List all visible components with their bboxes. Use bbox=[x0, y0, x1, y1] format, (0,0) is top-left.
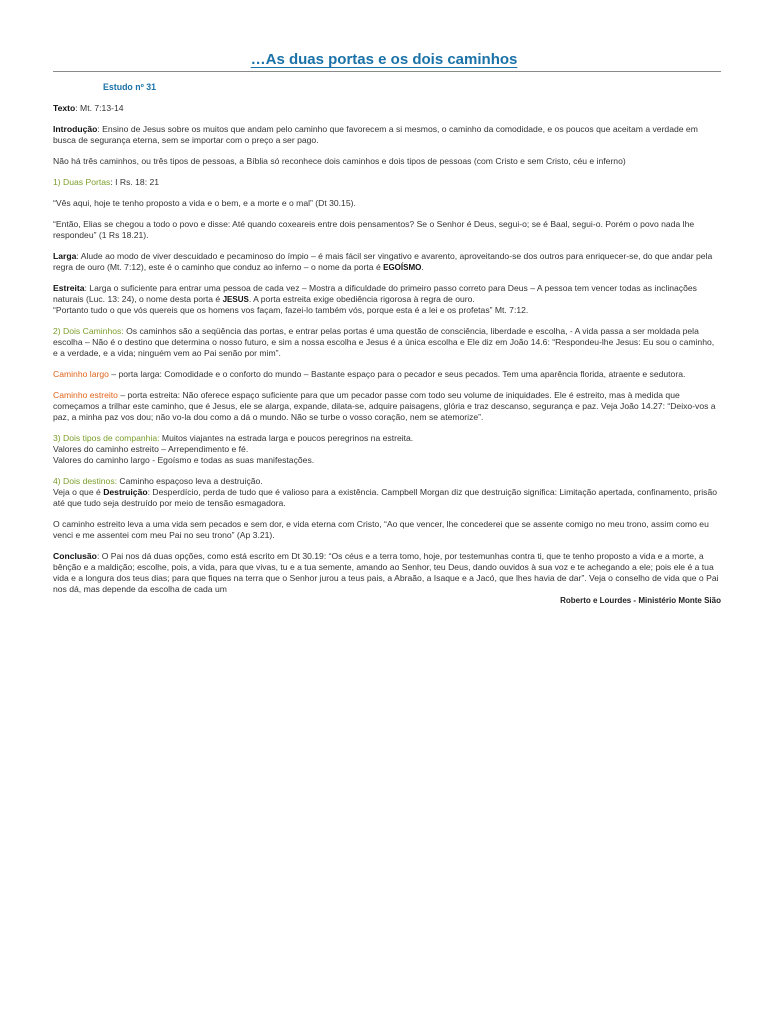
dois-caminhos-paragraph bbox=[53, 326, 721, 359]
golden-rule-quote: “Portanto tudo o que vós quereis que os homens vos façam, fazei-lo também vós, porque esta é a lei e os profetas” Mt. 7:12. bbox=[53, 305, 529, 315]
estreita-text: : Larga o suficiente para entrar uma pessoa de cada vez – Mostra a dificuldade do primeiro passo correto para Deus – A pessoa tem vencer todas as inclinações naturais (Luc. 13: 24), o nome desta porta é bbox=[53, 283, 697, 304]
caminho-largo-paragraph bbox=[53, 369, 721, 380]
caminho-estreito-text: – porta estreita: Não oferece espaço suficiente para que um pecador passe com todo seu volume de iniquidades. Ele é estreito, mas à medida que começamos a trilhar este caminho, que é Jesus, ele se alarga, expande, dilata-se, adquire paisagens, glória e traz descanso, segurança e paz. Veja João 14.27: “Deixo-vos a paz, a minha paz vos dou; não vo-la dou como a dá o mundo. Não se turbe o vosso coração, nem se atemorize”. bbox=[53, 390, 716, 422]
page-title: …As duas portas e os dois caminhos bbox=[250, 51, 518, 68]
author-signature: Roberto e Lourdes - Ministério Monte Sião bbox=[560, 596, 721, 605]
duas-portas-heading bbox=[53, 177, 721, 188]
destruicao-text: : Desperdício, perda de tudo que é valioso para a existência. Campbell Morgan diz que destruição significa: Limitação apertada, confinamento, prisão até que tudo seja destruído por meio de tensão esmagadora. bbox=[53, 487, 718, 508]
conclusao-text: : O Pai nos dá duas opções, como está escrito em Dt 30.19: “Os céus e a terra tomo, hoje, por testemunhas contra ti, que te tenho proposto a vida e a morte, a bênção e a maldição; escolhe, pois, a vida, para que vivas, tu e a tua semente, amando ao Senhor, teu Deus, dando ouvidos à sua voz e te achegando a ele; pois ele é a tua vida e a longura dos teus dias; para que fiques na terra que o Senhor jurou a teus pais, a Abraão, a Isaque e a Jacó, que lhes havia de dar”. Veja o conselho de vida que o Pai nos dá, mas depende da escolha de cada um bbox=[53, 551, 719, 594]
companhia-paragraph bbox=[53, 433, 721, 466]
texto-value: : Mt. 7:13-14 bbox=[75, 103, 124, 113]
companhia-text: Muitos viajantes na estrada larga e poucos peregrinos na estreita. bbox=[159, 433, 414, 443]
larga-text-end: . bbox=[421, 262, 424, 272]
companhia-label: 3) Dois tipos de companhia: bbox=[53, 433, 160, 443]
caminho-largo-label: Caminho largo bbox=[53, 369, 109, 379]
quote-deuteronomy: “Vês aqui, hoje te tenho proposto a vida e o bem, e a morte e o mal” (Dt 30.15). bbox=[53, 198, 356, 208]
duas-portas-label: 1) Duas Portas bbox=[53, 177, 111, 187]
intro-second-paragraph: Não há três caminhos, ou três tipos de pessoas, a Bíblia só reconhece dois caminhos e dois tipos de pessoas (com Cristo e sem Cristo, céu e inferno) bbox=[53, 156, 626, 166]
valores-largo: Valores do caminho largo - Egoísmo e todas as suas manifestações. bbox=[53, 455, 315, 465]
larga-text: : Alude ao modo de viver descuidado e pecaminoso do ímpio – é mais fácil ser vingativo e avarento, aproveitando-se dos outros para enriquecer-se, do que andar pela regra de ouro (Mt. 7:12), este é o caminho que conduz ao inferno – o nome da porta é bbox=[53, 251, 713, 272]
destruicao-emphasis: Destruição bbox=[103, 487, 148, 497]
estreita-paragraph bbox=[53, 283, 721, 316]
egoismo-emphasis: EGOÍSMO bbox=[383, 263, 422, 272]
introducao-value: : Ensino de Jesus sobre os muitos que andam pelo caminho que favorecem a si mesmos, o caminho da comodidade, e os poucos que aceitam a verdade em busca de segurança eterna, sem se importar com o preço a ser pago. bbox=[53, 124, 698, 145]
destinos-paragraph bbox=[53, 476, 721, 509]
study-number: Estudo nº 31 bbox=[103, 82, 157, 92]
texto-paragraph bbox=[53, 103, 721, 114]
duas-portas-reference: : I Rs. 18: 21 bbox=[110, 177, 160, 187]
quote-kings: “Então, Elias se chegou a todo o povo e disse: Até quando coxeareis entre dois pensamentos? Se o Senhor é Deus, segui-o; se é Baal, segui-o. Porém o povo nada lhe respondeu” (1 Rs 18.21). bbox=[53, 219, 695, 240]
caminho-vida-paragraph: O caminho estreito leva a uma vida sem pecados e sem dor, e vida eterna com Cristo, “Ao que vencer, lhe concederei que se assente comigo no meu trono, assim como eu venci e me assentei com meu Pai no seu trono” (Ap 3.21). bbox=[53, 519, 709, 540]
larga-paragraph bbox=[53, 251, 721, 273]
caminho-estreito-paragraph bbox=[53, 390, 721, 423]
title-divider bbox=[53, 71, 721, 72]
destinos-text: Caminho espaçoso leva a destruição. bbox=[117, 476, 263, 486]
introducao-paragraph bbox=[53, 124, 721, 146]
introducao-label: Introdução bbox=[53, 124, 98, 134]
valores-estreito: Valores do caminho estreito – Arrependimento e fé. bbox=[53, 444, 249, 454]
texto-label: Texto bbox=[53, 103, 76, 113]
larga-label: Larga bbox=[53, 251, 77, 261]
conclusao-paragraph bbox=[53, 551, 721, 595]
destinos-label: 4) Dois destinos: bbox=[53, 476, 118, 486]
jesus-emphasis: JESUS bbox=[222, 295, 249, 304]
document-body bbox=[53, 82, 721, 616]
destruicao-intro: Veja o que é bbox=[53, 487, 104, 497]
dois-caminhos-label: 2) Dois Caminhos: bbox=[53, 326, 124, 336]
estreita-label: Estreita bbox=[53, 283, 85, 293]
dois-caminhos-text: Os caminhos são a seqüência das portas, e entrar pelas portas é uma questão de consciência, liberdade e escolha, - A vida passa a ser moldada pela escolha – Não é o destino que determina o nosso futuro, e sim a nossa escolha e Jesus é a única escolha e Ele diz em João 14.6: “Respondeu-lhe Jesus: Eu sou o caminho, e a verdade, e a vida; ninguém vem ao Pai senão por mim”. bbox=[53, 326, 715, 358]
conclusao-label: Conclusão bbox=[53, 551, 97, 561]
caminho-estreito-label: Caminho estreito bbox=[53, 390, 118, 400]
caminho-largo-text: – porta larga: Comodidade e o conforto do mundo – Bastante espaço para o pecador e seus pecados. Tem uma aparência florida, atraente e sedutora. bbox=[108, 369, 686, 379]
estreita-text-end: . A porta estreita exige obediência rigorosa à regra de ouro. bbox=[248, 294, 475, 304]
